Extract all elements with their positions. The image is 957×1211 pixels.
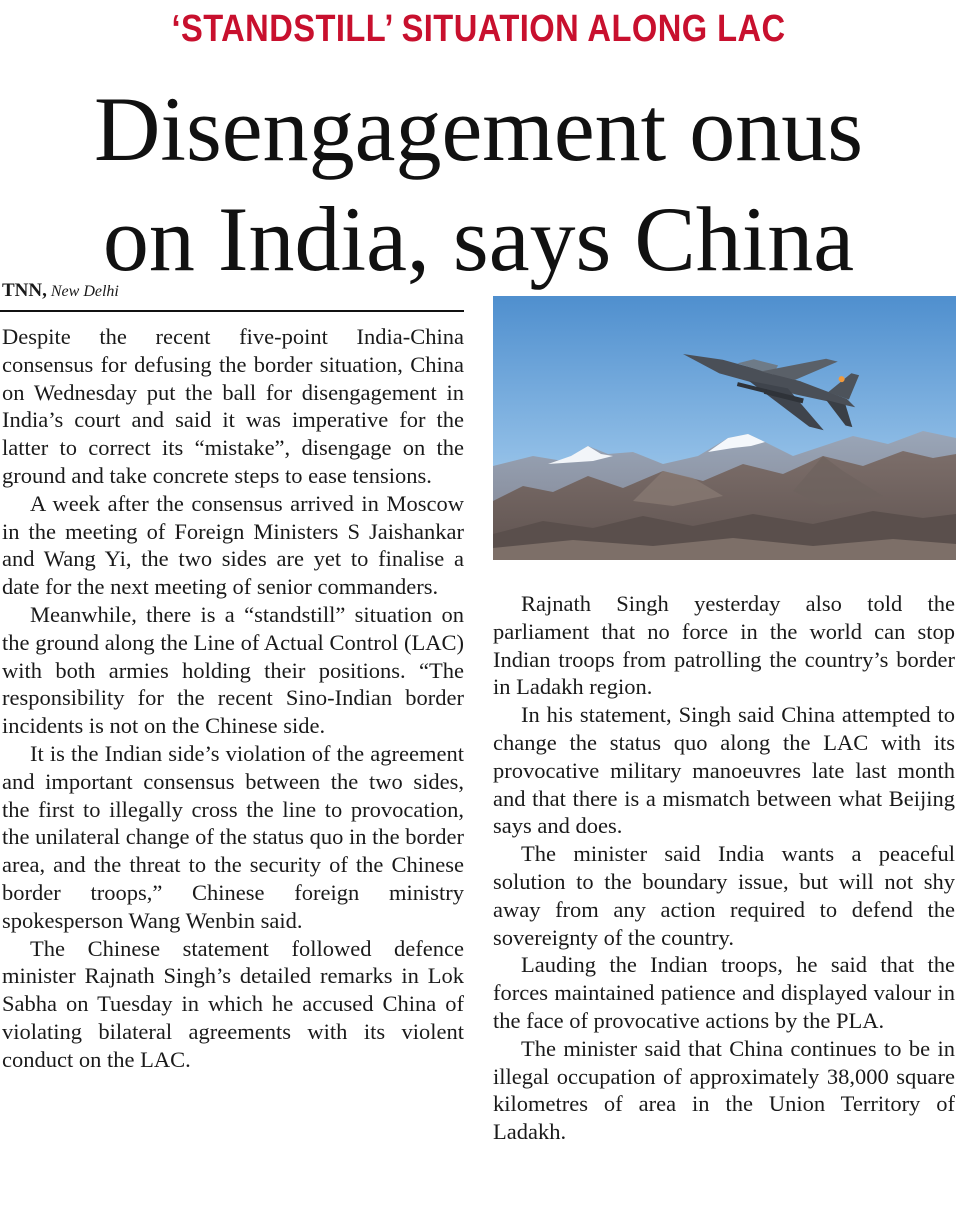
paragraph: The Chinese statement followed defence minister Rajnath Singh’s detailed remarks in Lok Sabha on Tuesday in which he accused China of violating bilateral agreements with its violent conduct on the LAC. xyxy=(2,935,464,1072)
kicker-headline: ‘STANDSTILL’ SITUATION ALONG LAC xyxy=(171,8,786,50)
paragraph: The minister said India wants a peaceful solution to the boundary issue, but will not shy away from any action required to defend the sovereignty of the country. xyxy=(493,841,955,950)
byline-agency: TNN, xyxy=(2,280,47,301)
left-column xyxy=(2,323,464,1074)
byline-rule xyxy=(0,310,464,312)
fighter-jet-photo xyxy=(493,296,956,560)
headline xyxy=(0,74,957,294)
paragraph: In his statement, Singh said China attempted to change the status quo along the LAC with its provocative military manoeuvres late last month and that there is a mismatch between what Beijing says and does. xyxy=(493,702,955,839)
byline xyxy=(2,280,119,302)
paragraph: Rajnath Singh yesterday also told the parliament that no force in the world can stop Indian troops from patrolling the country’s border in Ladakh region. xyxy=(493,591,955,700)
paragraph: Lauding the Indian troops, he said that the forces maintained patience and displayed valour in the face of provocative actions by the PLA. xyxy=(493,952,955,1033)
byline-place: New Delhi xyxy=(50,283,119,300)
paragraph: It is the Indian side’s violation of the agreement and important consensus between the two sides, the first to illegally cross the line to provocation, the unilateral change of the status quo in the border area, and the threat to the security of the Chinese border troops,” Chinese foreign ministry spokesperson Wang Wenbin said. xyxy=(2,740,464,933)
headline-line-2: on India, says China xyxy=(102,188,855,290)
headline-line-1: Disengagement onus xyxy=(93,78,864,180)
paragraph: The minister said that China continues to be in illegal occupation of approximately 38,000 square kilometres of area in the Union Territory of Ladakh. xyxy=(493,1035,955,1145)
right-column xyxy=(493,590,955,1146)
paragraph: Meanwhile, there is a “standstill” situation on the ground along the Line of Actual Control (LAC) with both armies holding their positions. “The responsibility for the recent Sino-Indian border incidents is not on the Chinese side. xyxy=(2,601,464,739)
paragraph: A week after the consensus arrived in Moscow in the meeting of Foreign Ministers S Jaishankar and Wang Yi, the two sides are yet to finalise a date for the next meeting of senior commanders. xyxy=(2,490,464,600)
paragraph: Despite the recent five-point India-China consensus for defusing the border situation, China on Wednesday put the ball for disengagement in India’s court and said it was imperative for the latter to correct its “mistake”, disengage on the ground and take concrete steps to ease tensions. xyxy=(2,324,464,488)
photo-illustration xyxy=(493,296,956,560)
